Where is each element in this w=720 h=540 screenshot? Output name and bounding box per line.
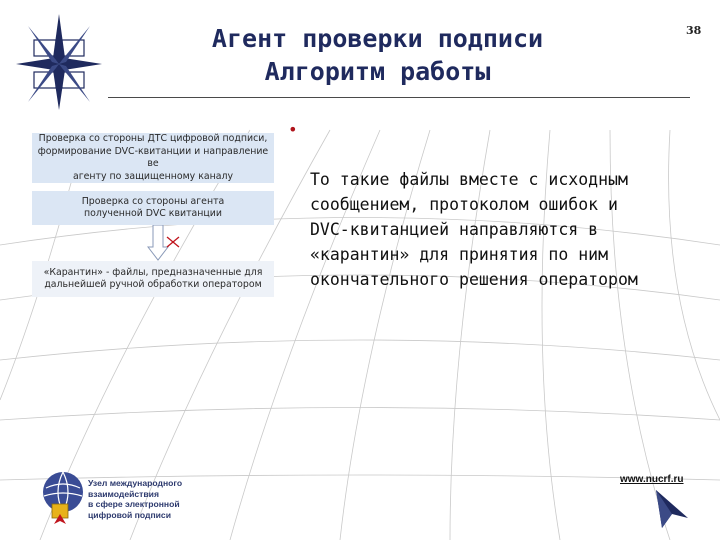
slide-number: 38 bbox=[686, 24, 702, 37]
organization-name: Узел международного взаимодействия в сфере электронной цифровой подписи bbox=[88, 478, 183, 520]
flow-step-dts-check-label: Проверка со стороны ДТС цифровой подписи, формирование DVC-квитанции и направление ве агенту по защищенному каналу bbox=[37, 133, 269, 182]
flow-step-quarantine-label: «Карантин» - файлы, предназначенные для дальнейшей ручной обработки оператором bbox=[43, 266, 263, 290]
pointer-arrow-icon bbox=[652, 488, 690, 530]
bullet-item bbox=[288, 117, 708, 292]
reject-cross-icon bbox=[165, 235, 181, 249]
flow-step-dts-check bbox=[32, 133, 274, 183]
title-line-2: Алгоритм работы bbox=[264, 57, 491, 86]
flow-step-agent-check bbox=[32, 191, 274, 225]
globe-logo-icon bbox=[38, 468, 88, 526]
slide-title bbox=[150, 22, 605, 88]
bullet-text: То такие файлы вместе с исходным сообщением, протоколом ошибок и DVC-квитанцией направляются в «карантин» для принятия по ним окончательного решения оператором bbox=[310, 170, 638, 289]
website-link[interactable]: www.nucrf.ru bbox=[620, 474, 684, 485]
flow-step-agent-check-label: Проверка со стороны агента полученной DVC квитанции bbox=[81, 195, 225, 219]
flow-step-quarantine bbox=[32, 261, 274, 297]
title-line-1: Агент проверки подписи bbox=[211, 24, 544, 53]
compass-star-logo bbox=[14, 12, 104, 112]
bullet-list bbox=[288, 117, 708, 292]
bullet-icon: • bbox=[288, 120, 298, 139]
title-divider bbox=[108, 97, 690, 98]
flow-diagram bbox=[32, 133, 274, 303]
